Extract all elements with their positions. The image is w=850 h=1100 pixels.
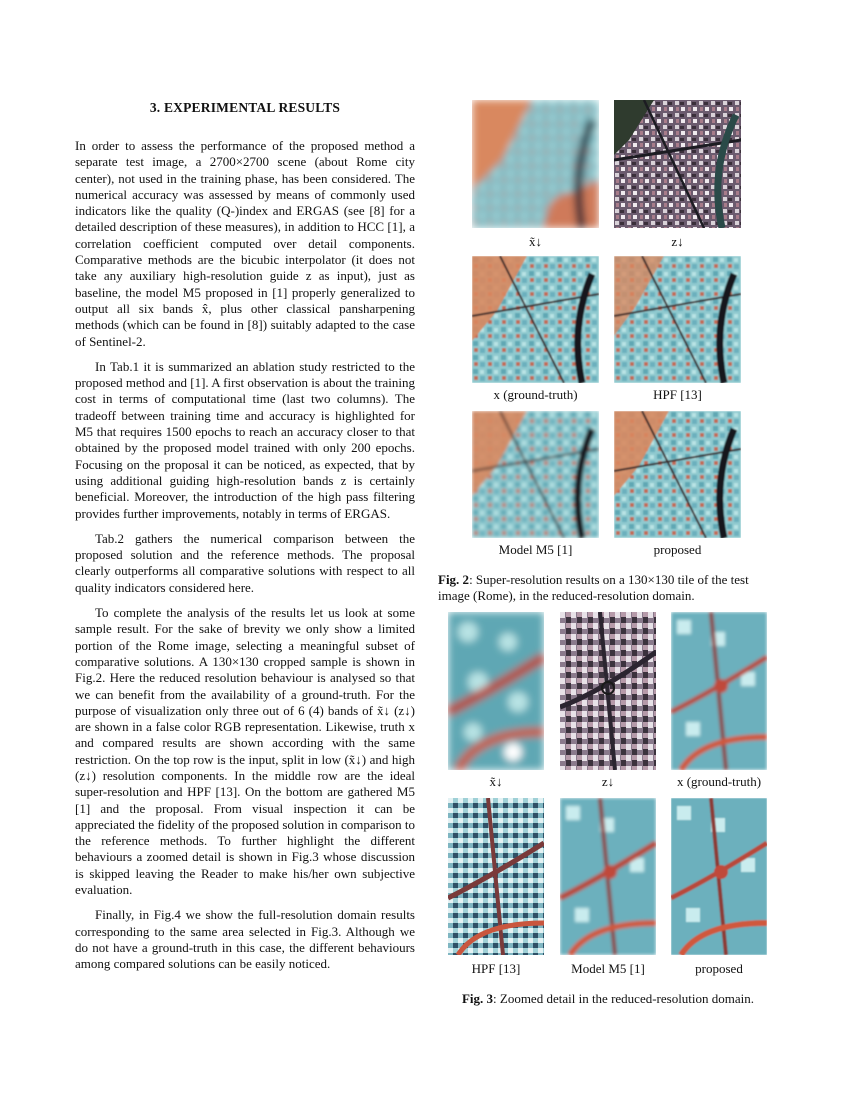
fig3-caption <box>438 991 778 1007</box>
fig2-image-proposed <box>614 411 741 538</box>
paragraph-1: In order to assess the performance of the proposed method a separate test image, a 2700×2700 scene (about Rome city center), not used in the training phase, has been considered. The numerical accuracy was assessed by means of commonly used indicators like the quality (Q-)index and ERGAS (see [8] for a detailed description of these measures), in addition to HCC [1], a correlation coefficient computed over detail components. Comparative methods are the bicubic interpolator (it does not take any auxiliary high-resolution guide z as input), just as baseline, the model M5 proposed in [1] properly generalized to output all six bands x̂, plus other classical pansharpening methods (which can be found in [8]) suitably adapted to the case of Sentinel-2. <box>75 138 415 349</box>
fig3-image-proposed <box>671 798 767 955</box>
fig2-caption-text: : Super-resolution results on a 130×130 tile of the test image (Rome), in the reduced-resolution domain. <box>438 572 749 604</box>
fig2-image-ground-truth <box>472 256 599 383</box>
paragraph-5: Finally, in Fig.4 we show the full-resolution domain results corresponding to the same area selected in Fig.3. Although we do not have a ground-truth in this case, the different behaviours among compared solutions can be easily noticed. <box>75 907 415 972</box>
fig2-image-hpf <box>614 256 741 383</box>
fig3-image-hpf <box>448 798 544 955</box>
fig3-caption-tag: Fig. 3 <box>461 991 494 1006</box>
fig3-image-ground-truth <box>671 612 767 770</box>
fig3-label-hpf: HPF [13] <box>471 961 521 976</box>
fig3-label-model-m5: Model M5 [1] <box>571 961 645 976</box>
paragraph-2: In Tab.1 it is summarized an ablation study restricted to the proposed method and [1]. A first observation is about the training cost in terms of computational time (last two columns). The tradeoff between training time and accuracy is highlighted for M5 that requires 1500 epochs to reach an accuracy closer to that obtained by the proposed model trained with only 200 epochs. Focusing on the proposal it can be noticed, as expected, that by using additional guiding high-resolution bands z is certainly beneficial. Moreover, the introduction of the high pass filtering provides further improvements, notably in terms of ERGAS. <box>75 358 415 521</box>
fig3-label-low-res: x̃↓ <box>489 774 503 789</box>
section-title: 3. EXPERIMENTAL RESULTS <box>149 100 341 115</box>
fig2-image-high-res <box>614 100 741 228</box>
fig2-label-high-res: z↓ <box>671 234 684 249</box>
paragraph-3: Tab.2 gathers the numerical comparison between the proposed solution and the reference methods. The proposal clearly outperforms all comparative solutions with respect to all quality indicators considered here. <box>75 530 415 595</box>
left-column <box>75 100 415 982</box>
fig2-caption-tag: Fig. 2 <box>438 572 470 587</box>
fig2-label-model-m5: Model M5 [1] <box>498 542 573 557</box>
fig2-image-model-m5 <box>472 411 599 538</box>
fig2-label-low-res: x̃↓ <box>529 234 542 249</box>
fig2-label-ground-truth: x (ground-truth) <box>493 387 578 402</box>
fig3-caption-text: : Zoomed detail in the reduced-resolution domain. <box>493 991 755 1006</box>
fig2-label-hpf: HPF [13] <box>653 387 702 402</box>
paragraph-4: To complete the analysis of the results let us look at some sample result. For the sake of brevity we only show a limited portion of the Rome image, selecting a meaningful subset of comparative solutions. A 130×130 cropped sample is shown in Fig.2. Here the reduced resolution behaviour is analysed so that we can benefit from the availability of a ground-truth. For the purpose of visualization only three out of 6 (4) bands of x̃↓ (z↓) are shown in a false color RGB representation. Likewise, truth x and compared results are shown according with the same restriction. On the top row is the input, split in low (x̃↓) and high (z↓) resolution components. In the middle row are the ideal super-resolution and HPF [13]. On the bottom are gathered M5 [1] and the proposal. From visual inspection it can be appreciated the fidelity of the proposed solution in comparison to the reference methods. To further highlight the different behaviours a zoomed detail is shown in Fig.3 whose discussion is skipped leaving the Reader to make his/her own subjective evaluation. <box>75 605 415 898</box>
fig3-image-high-res <box>560 612 656 770</box>
fig3-label-proposed: proposed <box>695 961 743 976</box>
fig3-label-ground-truth: x (ground-truth) <box>676 774 762 789</box>
fig3-image-model-m5 <box>560 798 656 955</box>
fig3-image-low-res <box>448 612 544 770</box>
fig2-label-proposed: proposed <box>653 542 702 557</box>
fig3-label-high-res: z↓ <box>601 774 615 789</box>
fig2-caption <box>438 572 778 605</box>
fig2-image-low-res <box>472 100 599 228</box>
